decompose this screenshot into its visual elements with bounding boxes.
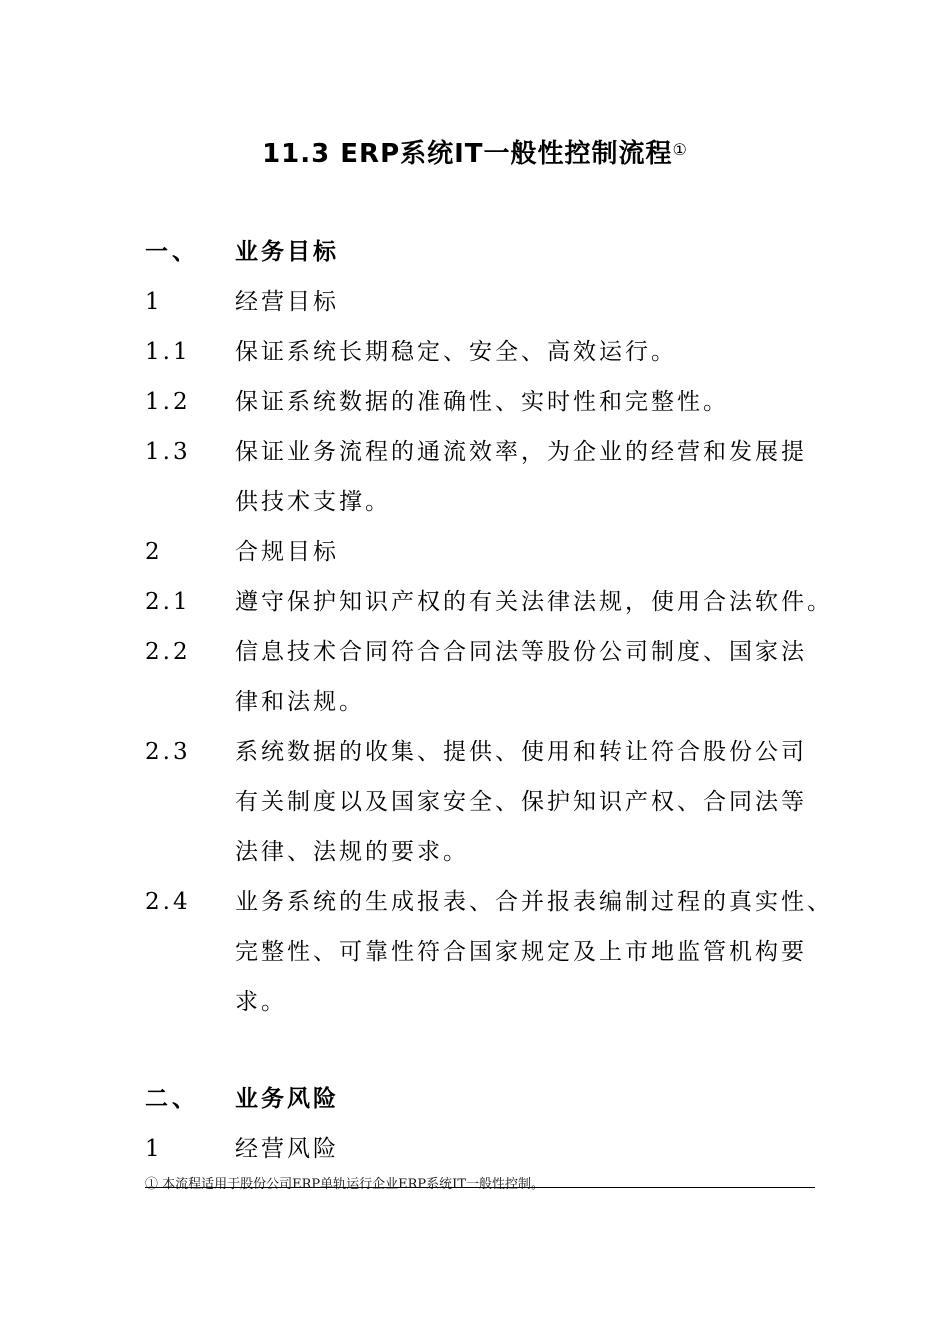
line-number: 1.1 xyxy=(145,339,191,365)
line-number: 2.1 xyxy=(145,589,191,615)
line-number: 2.3 xyxy=(145,739,191,765)
line-text: 保证系统数据的准确性、实时性和完整性。 xyxy=(235,389,729,415)
footnote-marker: ① xyxy=(672,140,688,159)
line-number: 2 xyxy=(145,539,163,565)
line-text: 信息技术合同符合合同法等股份公司制度、国家法 xyxy=(235,639,807,665)
line-number: 二、 xyxy=(145,1086,199,1112)
line-text: 业务风险 xyxy=(235,1086,339,1112)
line-text: 遵守保护知识产权的有关法律法规，使用合法软件。 xyxy=(235,589,833,615)
line-text: 律和法规。 xyxy=(235,689,365,715)
line-text: 系统数据的收集、提供、使用和转让符合股份公司 xyxy=(235,739,807,765)
line-number: 2.4 xyxy=(145,889,191,915)
line-text: 业务目标 xyxy=(235,239,339,265)
footnote: ① 本流程适用于股份公司ERP单轨运行企业ERP系统IT一般性控制。 xyxy=(145,1177,544,1192)
page-title-text: 11.3 ERP系统IT一般性控制流程 xyxy=(262,139,673,169)
line-text: 供技术支撑。 xyxy=(235,489,391,515)
line-text: 法律、法规的要求。 xyxy=(235,839,469,865)
line-text: 完整性、可靠性符合国家规定及上市地监管机构要 xyxy=(235,939,807,965)
page-title xyxy=(0,134,950,174)
line-text: 求。 xyxy=(235,989,287,1015)
line-text: 业务系统的生成报表、合并报表编制过程的真实性、 xyxy=(235,889,833,915)
footnote-rule xyxy=(145,1187,815,1188)
line-number: 一、 xyxy=(145,239,199,265)
line-number: 1.2 xyxy=(145,389,191,415)
line-number: 1.3 xyxy=(145,439,191,465)
line-text: 保证系统长期稳定、安全、高效运行。 xyxy=(235,339,677,365)
line-text: 经营风险 xyxy=(235,1136,339,1162)
line-text: 有关制度以及国家安全、保护知识产权、合同法等 xyxy=(235,789,807,815)
line-text: 合规目标 xyxy=(235,539,339,565)
line-number: 1 xyxy=(145,289,163,315)
line-text: 保证业务流程的通流效率，为企业的经营和发展提 xyxy=(235,439,807,465)
line-number: 2.2 xyxy=(145,639,191,665)
line-text: 经营目标 xyxy=(235,289,339,315)
line-number: 1 xyxy=(145,1136,163,1162)
